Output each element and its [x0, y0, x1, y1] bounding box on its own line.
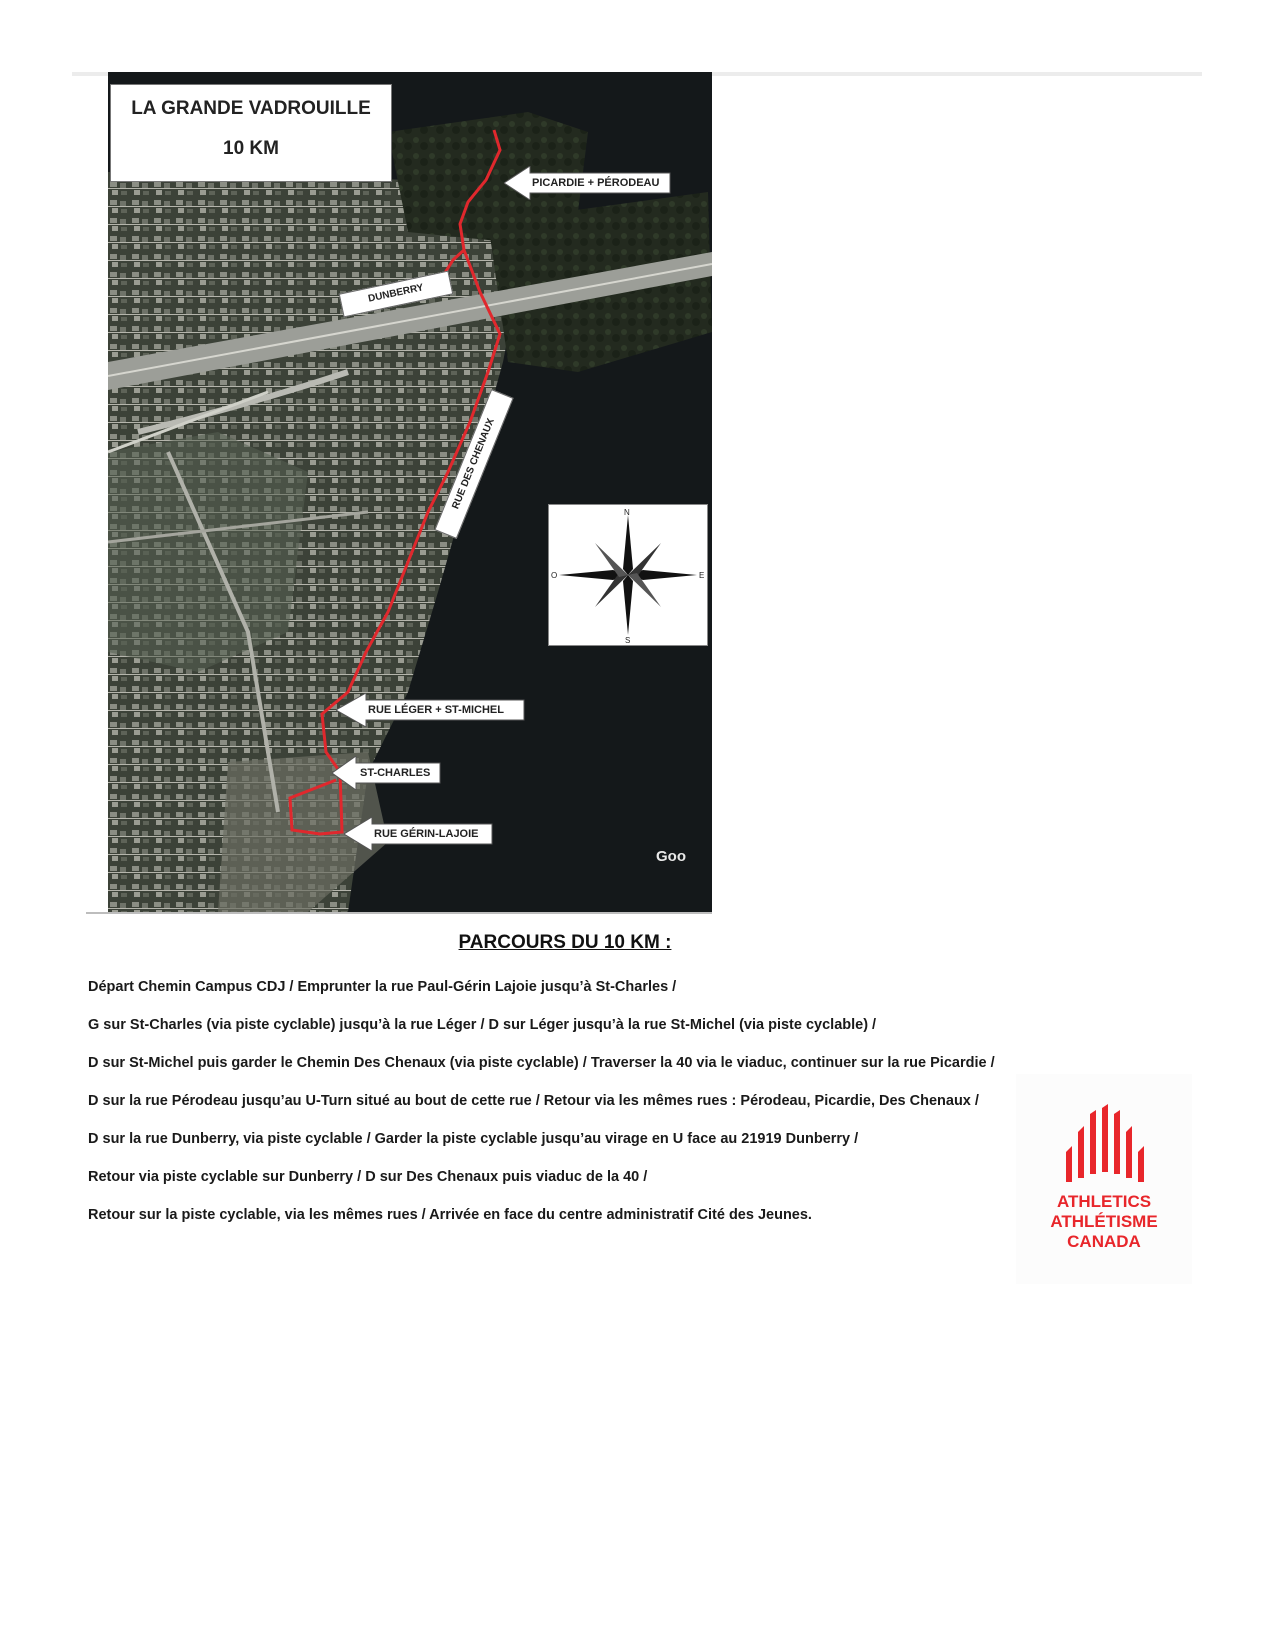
compass-e: E: [699, 571, 705, 580]
course-step: Retour via piste cyclable sur Dunberry / D sur Des Chenaux puis viaduc de la 40 /: [88, 1169, 648, 1185]
label-text: RUE GÉRIN-LAJOIE: [374, 828, 479, 840]
map-distance: 10 KM: [223, 138, 279, 159]
logo-text-canada: CANADA: [1067, 1232, 1141, 1251]
compass-o: O: [551, 571, 558, 580]
map-attribution: Goo: [656, 848, 686, 865]
label-picardie-perodeau: [504, 166, 674, 200]
map-bottom-rule: [86, 912, 712, 914]
label-text: PICARDIE + PÉRODEAU: [532, 177, 660, 189]
course-step: G sur St-Charles (via piste cyclable) jusqu’à la rue Léger / D sur Léger jusqu’à la rue St-Michel (via piste cyclable) /: [88, 1017, 877, 1033]
course-heading: PARCOURS DU 10 KM :: [458, 932, 672, 953]
map-title: LA GRANDE VADROUILLE: [131, 98, 371, 119]
logo-text-athletics: ATHLETICS: [1056, 1192, 1152, 1211]
label-text: ST-CHARLES: [360, 767, 431, 779]
course-step: D sur la rue Pérodeau jusqu’au U-Turn situé au bout de cette rue / Retour via les mêmes rues : Pérodeau, Picardie, Des Chenaux /: [88, 1093, 979, 1109]
flame-icon: [1016, 1074, 1192, 1194]
map-title-box: [110, 84, 392, 182]
label-st-charles: [332, 756, 442, 790]
logo-text-athletisme: ATHLÉTISME: [1050, 1212, 1158, 1231]
course-step: D sur la rue Dunberry, via piste cyclable / Garder la piste cyclable jusqu’au virage en U face au 21919 Dunberry /: [88, 1131, 859, 1147]
label-rue-des-chenaux: RUE DES CHENAUX: [434, 389, 513, 539]
compass-s: S: [625, 636, 631, 645]
label-gerin-lajoie: [344, 817, 494, 851]
label-leger-st-michel: [336, 693, 526, 727]
label-dunberry: DUNBERRY: [339, 271, 454, 318]
label-text: RUE LÉGER + ST-MICHEL: [368, 704, 504, 716]
compass-icon: [549, 505, 707, 645]
course-step: Retour sur la piste cyclable, via les mêmes rues / Arrivée en face du centre administratif Cité des Jeunes.: [88, 1207, 812, 1223]
athletics-canada-logo: [1016, 1074, 1192, 1284]
route-map: [108, 72, 712, 912]
course-step: D sur St-Michel puis garder le Chemin Des Chenaux (via piste cyclable) / Traverser la 40 via le viaduc, continuer sur la rue Picardie /: [88, 1055, 995, 1071]
course-step: Départ Chemin Campus CDJ / Emprunter la rue Paul-Gérin Lajoie jusqu’à St-Charles /: [88, 979, 677, 995]
course-steps: [88, 976, 1018, 1242]
compass-n: N: [624, 508, 630, 517]
compass-rose: [548, 504, 708, 646]
